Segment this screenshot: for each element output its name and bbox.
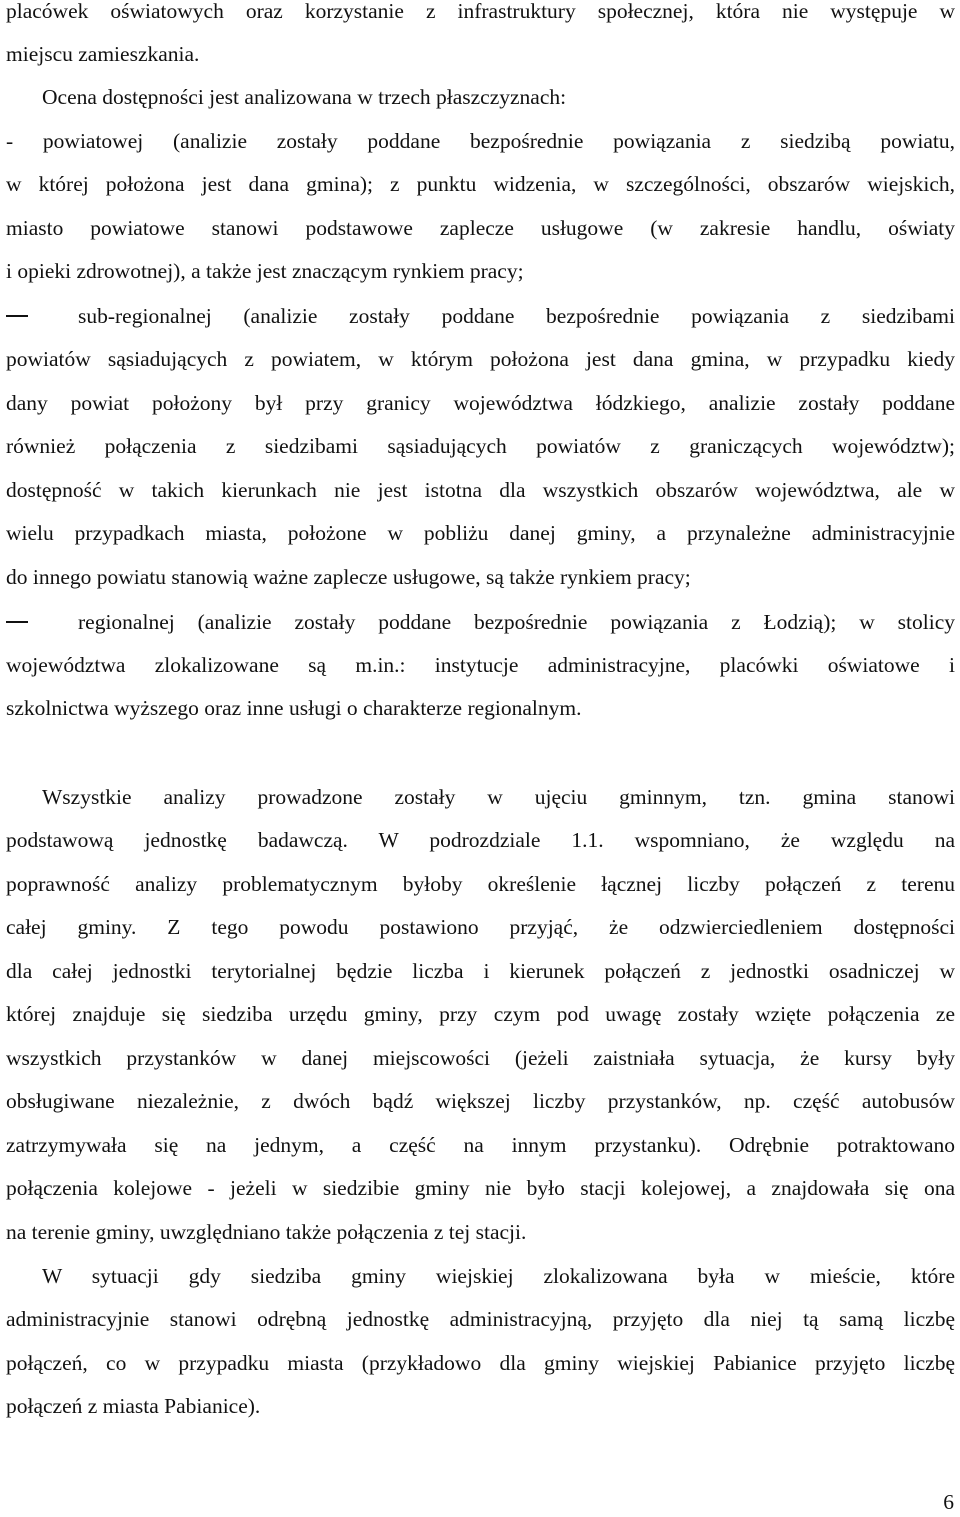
text-line: dla całej jednostki terytorialnej będzie liczba i kierunek połączeń z jednostki osadniczej w: [6, 959, 955, 983]
text-line: regionalnej (analizie zostały poddane bezpośrednie powiązania z Łodzią); w stolicy: [78, 610, 955, 634]
text-line: Wszystkie analizy prowadzone zostały w ujęciu gminnym, tzn. gmina stanowi: [42, 785, 955, 809]
text-line: Ocena dostępności jest analizowana w trzech płaszczyznach:: [42, 85, 567, 109]
text-line: W sytuacji gdy siedziba gminy wiejskiej zlokalizowana była w mieście, które: [42, 1264, 955, 1288]
text-line: powiatów sąsiadujących z powiatem, w którym położona jest dana gmina, w przypadku kiedy: [6, 347, 955, 371]
text-line: sub-regionalnej (analizie zostały poddane bezpośrednie powiązania z siedzibami: [78, 304, 955, 328]
text-line: połączenia kolejowe - jeżeli w siedzibie gminy nie było stacji kolejowej, a znajdowała się ona: [6, 1176, 955, 1200]
text-line: miasto powiatowe stanowi podstawowe zaplecze usługowe (w zakresie handlu, oświaty: [6, 216, 955, 240]
text-line: wielu przypadkach miasta, położone w pobliżu danej gminy, a przynależne administracyjnie: [6, 521, 955, 545]
text-line: całej gminy. Z tego powodu postawiono przyjąć, że odzwierciedleniem dostępności: [6, 915, 955, 939]
dash-bullet-icon: [6, 315, 28, 317]
bullet-item-subregional: [6, 301, 955, 331]
text-line: województwa zlokalizowane są m.in.: instytucje administracyjne, placówki oświatowe i: [6, 653, 955, 677]
text-line: połączeń, co w przypadku miasta (przykładowo dla gminy wiejskiej Pabianice przyjęto liczbę: [6, 1351, 955, 1375]
text-line: dostępność w takich kierunkach nie jest istotna dla wszystkich obszarów województwa, ale w: [6, 478, 955, 502]
text-line: zatrzymywała się na jednym, a część na innym przystanku). Odrębnie potraktowano: [6, 1133, 955, 1157]
page-number: 6: [943, 1490, 954, 1514]
text-line: administracyjnie stanowi odrębną jednostkę administracyjną, przyjęto dla niej tą samą liczbę: [6, 1307, 955, 1331]
bullet-item-regional: [6, 607, 955, 637]
dash-bullet-icon: [6, 621, 28, 623]
text-line: poprawność analizy problematycznym byłoby określenie łącznej liczby połączeń z terenu: [6, 872, 955, 896]
text-line: na terenie gminy, uwzględniano także połączenia z tej stacji.: [6, 1220, 527, 1244]
text-line: miejscu zamieszkania.: [6, 42, 200, 66]
text-line: - powiatowej (analizie zostały poddane bezpośrednie powiązania z siedzibą powiatu,: [6, 129, 955, 153]
text-line: do innego powiatu stanowią ważne zaplecze usługowe, są także rynkiem pracy;: [6, 565, 691, 589]
text-line: również połączenia z siedzibami sąsiadujących powiatów z graniczących województw);: [6, 434, 955, 458]
text-line: i opieki zdrowotnej), a także jest znaczącym rynkiem pracy;: [6, 259, 524, 283]
text-line: w której położona jest dana gmina); z punktu widzenia, w szczególności, obszarów wiejskich,: [6, 172, 955, 196]
text-line: szkolnictwa wyższego oraz inne usługi o charakterze regionalnym.: [6, 696, 582, 720]
text-line: placówek oświatowych oraz korzystanie z infrastruktury społecznej, która nie występuje w: [6, 0, 955, 23]
text-line: połączeń z miasta Pabianice).: [6, 1394, 261, 1418]
text-line: wszystkich przystanków w danej miejscowości (jeżeli zaistniała sytuacja, że kursy były: [6, 1046, 955, 1070]
text-line: której znajduje się siedziba urzędu gminy, przy czym pod uwagę zostały wzięte połączenia ze: [6, 1002, 955, 1026]
text-line: obsługiwane niezależnie, z dwóch bądź większej liczby przystanków, np. część autobusów: [6, 1089, 955, 1113]
text-line: dany powiat położony był przy granicy województwa łódzkiego, analizie zostały poddane: [6, 391, 955, 415]
text-line: podstawową jednostkę badawczą. W podrozdziale 1.1. wspomniano, że względu na: [6, 828, 955, 852]
